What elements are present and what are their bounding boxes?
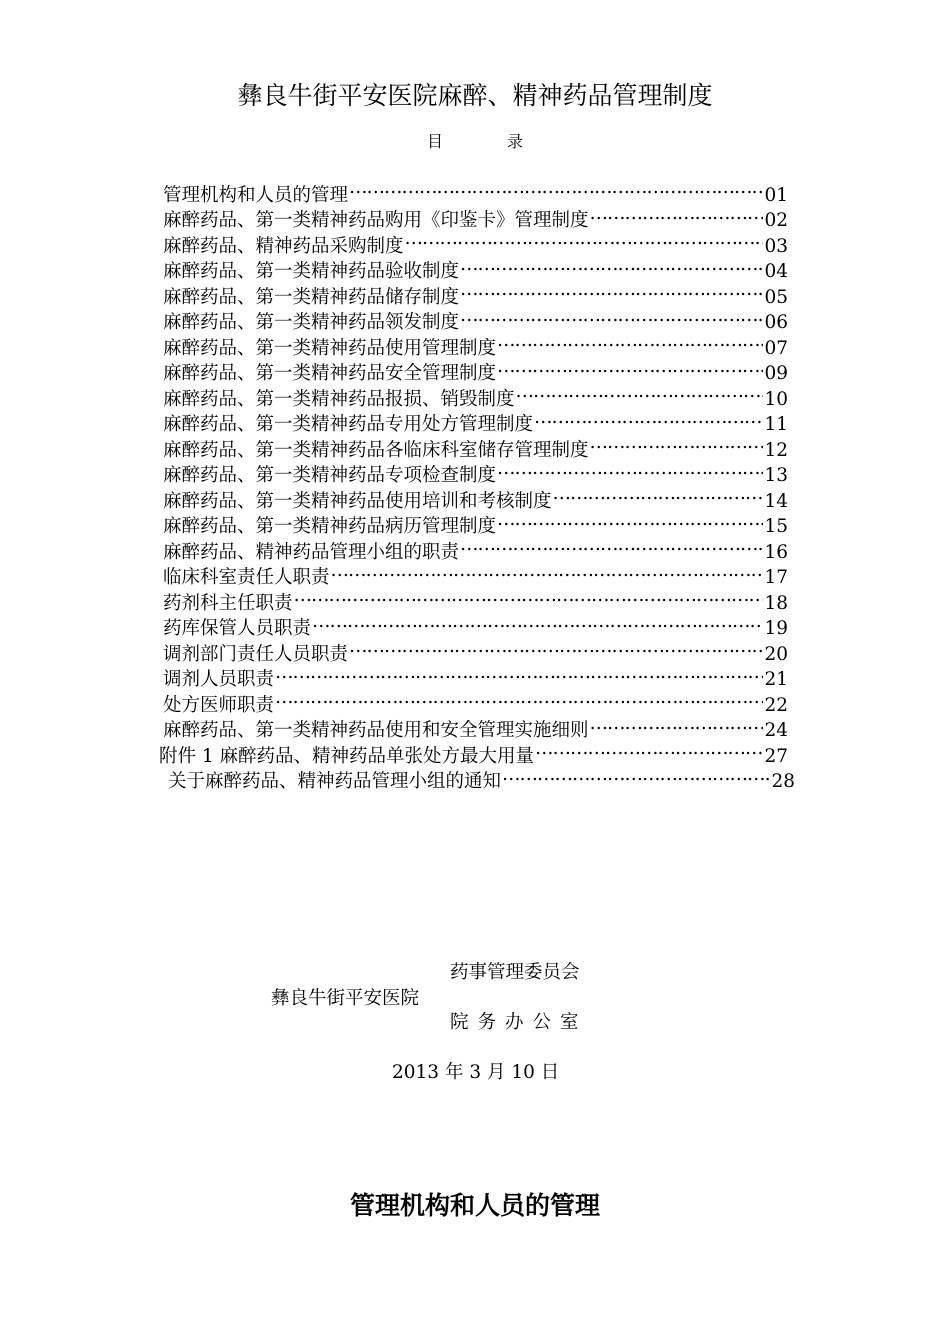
signature-date: 2013 年 3 月 10 日	[392, 1062, 560, 1083]
toc-dot-leader	[497, 328, 763, 354]
toc-page-number: 19	[764, 618, 788, 639]
toc-page-number: 18	[764, 592, 788, 614]
toc-entry-title: 麻醉药品、第一类精神药品病历管理制度	[163, 516, 497, 537]
toc-dot-leader	[460, 532, 763, 558]
toc-dot-leader	[535, 736, 763, 762]
toc-dot-leader	[590, 430, 764, 456]
toc-entry-title: 调剂部门责任人员职责	[163, 643, 349, 665]
toc-dot-leader	[349, 175, 763, 201]
toc-dot-leader	[460, 252, 763, 278]
toc-dot-leader	[497, 456, 763, 482]
toc-dot-leader	[331, 558, 764, 584]
toc-dot-leader	[534, 405, 763, 431]
toc-entry-title: 处方医师职责	[163, 694, 275, 716]
toc-dot-leader	[294, 583, 764, 609]
toc-page-number: 09	[764, 363, 788, 384]
toc-page-number: 12	[764, 439, 788, 461]
toc-entry-title: 麻醉药品、第一类精神药品验收制度	[163, 261, 460, 282]
toc-entry-title: 关于麻醉药品、精神药品管理小组的通知	[168, 771, 502, 792]
toc-page-number: 21	[764, 669, 788, 690]
toc-entry-title: 麻醉药品、第一类精神药品使用培训和考核制度	[163, 490, 552, 512]
toc-page-number: 07	[764, 337, 788, 359]
toc-page-number: 16	[764, 541, 788, 563]
toc-page-number: 20	[764, 643, 788, 665]
toc-entry-title: 麻醉药品、第一类精神药品储存制度	[163, 286, 460, 308]
toc-page-number: 17	[764, 567, 788, 588]
toc-page-number: 05	[764, 286, 788, 308]
toc-page-number: 14	[764, 490, 788, 512]
toc-page-number: 15	[764, 516, 788, 537]
toc-page-number: 02	[764, 210, 788, 231]
toc-entry-title: 麻醉药品、精神药品采购制度	[163, 235, 404, 257]
toc-page-number: 22	[764, 694, 788, 716]
toc-entry-title: 麻醉药品、第一类精神药品安全管理制度	[163, 363, 497, 384]
signature-hospital: 彝良牛街平安医院	[271, 988, 420, 1009]
toc-entry-title: 药剂科主任职责	[163, 592, 293, 614]
toc-dot-leader	[497, 507, 763, 533]
toc-page-number: 04	[764, 261, 788, 282]
toc-entry-title: 麻醉药品、第一类精神药品领发制度	[163, 312, 460, 333]
toc-page-number: 11	[764, 414, 788, 435]
toc-dot-leader	[405, 226, 764, 252]
toc-entry-title: 麻醉药品、精神药品管理小组的职责	[163, 541, 460, 563]
signature-office: 院务办公室	[450, 1012, 588, 1033]
toc-dot-leader	[460, 303, 763, 329]
toc-dot-leader	[590, 201, 764, 227]
toc-entry-title: 药库保管人员职责	[163, 618, 312, 639]
toc-dot-leader	[502, 762, 770, 788]
toc-dot-leader	[275, 685, 763, 711]
toc-entry-title: 麻醉药品、第一类精神药品专用处方管理制度	[163, 414, 534, 435]
toc-entry-title: 调剂人员职责	[163, 669, 275, 690]
toc-dot-leader	[497, 354, 763, 380]
toc-dot-leader	[590, 711, 764, 737]
toc-page-number: 01	[764, 184, 788, 206]
toc-entry-title: 麻醉药品、第一类精神药品专项检查制度	[163, 465, 497, 486]
toc-page-number: 06	[764, 312, 788, 333]
toc-page-number: 13	[764, 465, 788, 486]
document-title: 彝良牛街平安医院麻醉、精神药品管理制度	[237, 81, 713, 110]
toc-dot-leader	[553, 481, 764, 507]
toc-entry-title: 麻醉药品、第一类精神药品报损、销毁制度	[163, 388, 515, 410]
toc-page-number: 10	[764, 388, 788, 410]
toc-dot-leader	[349, 634, 763, 660]
toc-entry-title: 麻醉药品、第一类精神药品使用管理制度	[163, 337, 497, 359]
toc-heading: 目录	[426, 132, 587, 151]
toc-entry-title: 麻醉药品、第一类精神药品购用《印鉴卡》管理制度	[163, 210, 589, 231]
signature-committee: 药事管理委员会	[450, 962, 580, 983]
table-of-contents	[159, 175, 795, 792]
toc-dot-leader	[460, 277, 763, 303]
toc-entry-title: 管理机构和人员的管理	[163, 184, 349, 206]
toc-entry	[163, 175, 788, 206]
section-title: 管理机构和人员的管理	[349, 1191, 600, 1220]
toc-entry-title: 临床科室责任人职责	[163, 567, 330, 588]
toc-dot-leader	[312, 609, 763, 635]
toc-page-number: 28	[771, 771, 795, 792]
toc-dot-leader	[275, 660, 763, 686]
toc-page-number: 27	[764, 745, 788, 767]
toc-dot-leader	[516, 379, 764, 405]
toc-entry-title: 麻醉药品、第一类精神药品使用和安全管理实施细则	[163, 720, 589, 741]
toc-page-number: 24	[764, 720, 788, 741]
toc-entry-title: 附件 1 麻醉药品、精神药品单张处方最大用量	[159, 745, 535, 767]
toc-page-number: 03	[764, 235, 788, 257]
toc-entry-title: 麻醉药品、第一类精神药品各临床科室储存管理制度	[163, 439, 589, 461]
